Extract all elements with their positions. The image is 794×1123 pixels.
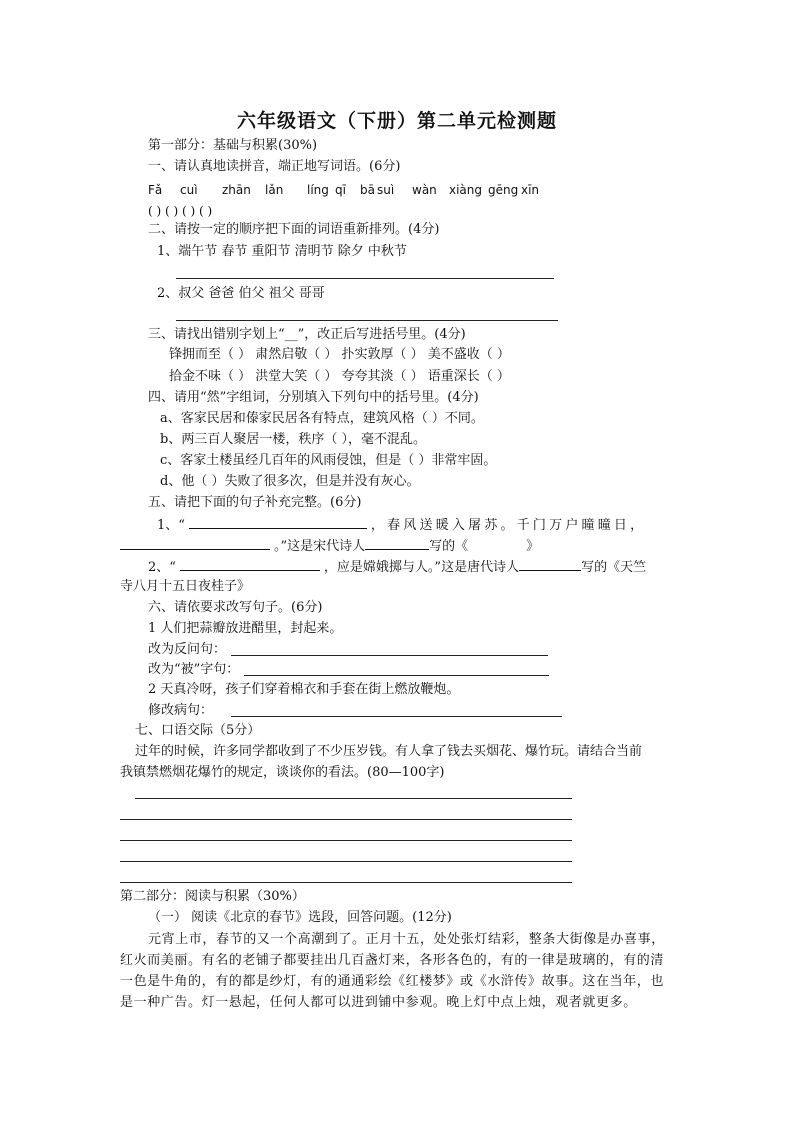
q6-sentence1: 1 人们把蒜瓣放进醋里，封起来。 [148, 621, 343, 636]
pinyin: lǎn [265, 183, 284, 197]
pinyin: xīn [521, 183, 540, 197]
q2-item2: 2、叔父 爸爸 伯父 祖父 哥哥 [157, 286, 325, 301]
pinyin: cuì [180, 183, 198, 197]
q5-s2-mid: ，应是嫦娥掷与人。”这是唐代诗人 [323, 560, 520, 575]
pinyin: líng [307, 183, 329, 197]
q5-s1-mid: ，春风送暖入屠苏。千门万户曈曈日， [370, 518, 647, 533]
q7-body-line2: 我镇禁燃烟花爆竹的规定，谈谈你的看法。(80—100字) [120, 765, 445, 780]
pinyin-answer-brackets[interactable]: ( ) ( ) ( ) ( ) [148, 204, 213, 218]
q6-passive-label: 改为“被”字句： [148, 662, 240, 677]
q5-s2-text: 写的《天竺 [581, 560, 647, 575]
answer-line[interactable] [120, 840, 572, 841]
answer-line[interactable] [231, 716, 562, 717]
pinyin: bā [360, 183, 375, 197]
q5-s1-close: 》 [526, 539, 540, 554]
poem-blank[interactable] [120, 536, 270, 550]
pinyin: qī [335, 183, 346, 197]
reading-section-1: （一） 阅读《北京的春节》选段，回答问题。(12分) [148, 910, 452, 925]
answer-line[interactable] [176, 320, 558, 321]
poet-blank[interactable] [519, 557, 581, 571]
q2-item1: 1、端午节 春节 重阳节 清明节 除夕 中秋节 [157, 244, 407, 259]
answer-line[interactable] [120, 882, 572, 883]
q7-body-line1: 过年的时候，许多同学都收到了不少压岁钱。有人拿了钱去买烟花、爆竹玩。请结合当前 [135, 744, 643, 759]
page-title: 六年级语文（下册）第二单元检测题 [236, 110, 557, 132]
pinyin: xiàng [449, 183, 483, 197]
pinyin: wàn [412, 183, 437, 197]
q6-rhetorical-label: 改为反问句： [148, 642, 227, 657]
answer-line[interactable] [231, 655, 548, 656]
q6-heading: 六、请依要求改写句子。(6分) [148, 600, 323, 615]
answer-line[interactable] [135, 798, 572, 799]
passage-line: 一色是牛角的，有的都是纱灯，有的通通彩绘《红楼梦》或《水浒传》故事。这在当年，也 [120, 974, 665, 989]
q5-sentence2-line2: 寺八月十五日夜桂子》 [120, 579, 251, 594]
q5-s1-text2: 写的《 [429, 539, 469, 554]
q7-heading: 七、口语交际（5分） [135, 723, 261, 738]
passage-line: 元宵上市，春节的又一个高潮到了。正月十五，处处张灯结彩，整条大街像是办喜事， [148, 932, 665, 947]
poem-blank[interactable] [189, 515, 367, 529]
q5-heading: 五、请把下面的句子补充完整。(6分) [148, 495, 362, 510]
q5-s2-open: 2、“ [148, 560, 176, 575]
q4-item-d: d、他（ ）失败了很多次，但是并没有灰心。 [160, 474, 420, 489]
q4-heading: 四、请用“然”字组词，分别填入下列句中的括号里。(4分) [148, 390, 479, 405]
q4-item-a: a、客家民居和傣家民居各有特点，建筑风格（ ）不同。 [160, 411, 484, 426]
q5-sentence1-line2 [120, 536, 539, 556]
passage-line: 红火而美丽。有名的老铺子都要挂出几百盏灯来，各形各色的，有的一律是玻璃的，有的清 [120, 953, 665, 968]
q5-s1-open: 1、“ [157, 518, 185, 533]
answer-line[interactable] [176, 278, 554, 279]
part1-heading: 第一部分：基础与积累(30%) [148, 138, 318, 153]
part2-heading: 第二部分：阅读与积累（30%） [120, 889, 305, 904]
pinyin: Fǎ [148, 183, 163, 197]
q6-fix-label: 修改病句： [148, 703, 214, 718]
q5-sentence2-line1 [148, 557, 646, 577]
passage-line: 是一种广告。灯一悬起，任何人都可以进到铺中参观。晚上灯中点上烛，观者就更多。 [120, 995, 637, 1010]
pinyin: zhān [222, 183, 251, 197]
q3-row1: 锋拥而至（ ） 肃然启敬（ ） 扑实敦厚（ ） 美不盛收（ ） [169, 347, 510, 362]
answer-line[interactable] [244, 675, 549, 676]
q1-heading: 一、请认真地读拼音，端正地写词语。(6分) [148, 159, 401, 174]
q3-row2: 拾金不味（ ） 洪堂大笑（ ） 夸夸其淡（ ） 语重深长（ ） [169, 369, 510, 384]
q6-sentence2: 2 天真冷呀，孩子们穿着棉衣和手套在街上燃放鞭炮。 [148, 682, 460, 697]
q3-heading: 三、请找出错别字划上“__”，改正后写进括号里。(4分) [148, 327, 466, 342]
pinyin: suì [377, 183, 395, 197]
q2-heading: 二、请按一定的顺序把下面的词语重新排列。(4分) [148, 222, 440, 237]
answer-line[interactable] [120, 819, 572, 820]
q5-sentence1-line1 [157, 515, 646, 535]
q4-item-c: c、客家土楼虽经几百年的风雨侵蚀，但是（ ）非常牢固。 [160, 453, 497, 468]
poet-blank[interactable] [365, 536, 429, 550]
poem-blank[interactable] [180, 557, 320, 571]
q4-item-b: b、两三百人聚居一楼，秩序（ ），毫不混乱。 [160, 432, 426, 447]
q5-s1-text: 。”这是宋代诗人 [274, 539, 366, 554]
answer-line[interactable] [120, 861, 572, 862]
pinyin: gēng [488, 183, 519, 197]
